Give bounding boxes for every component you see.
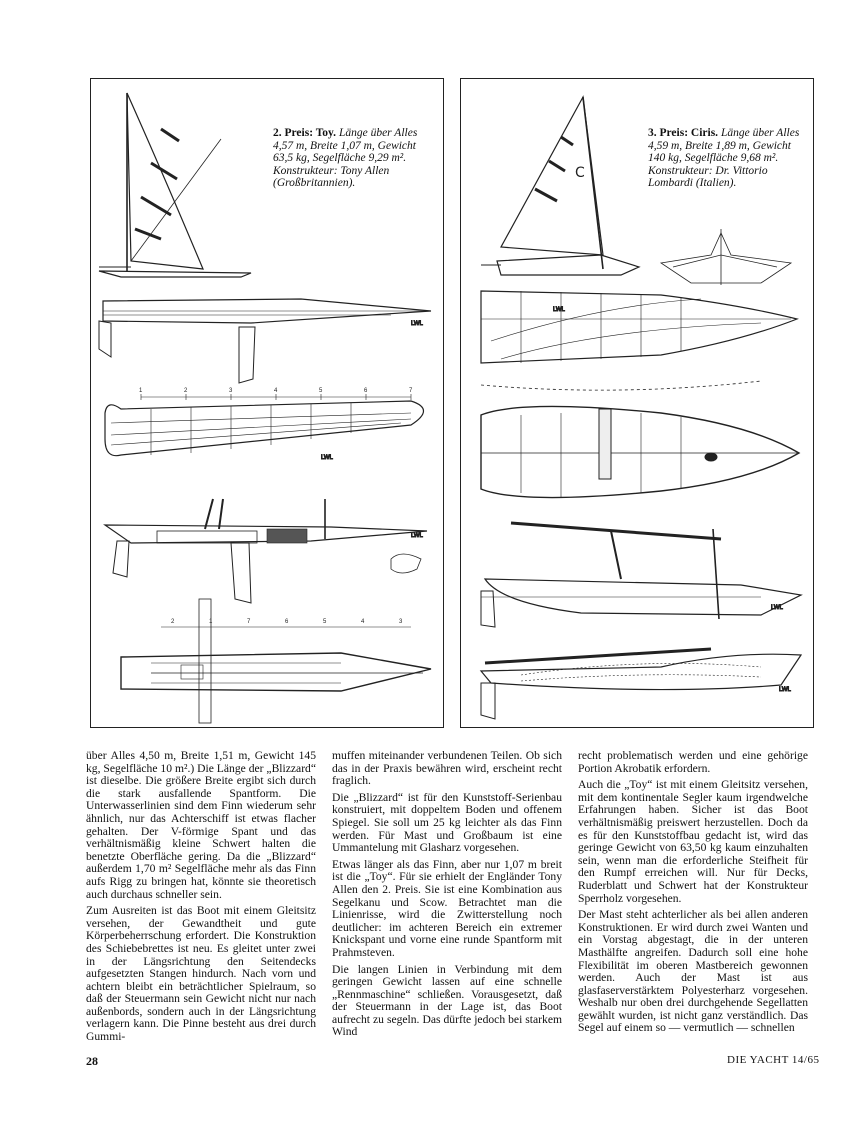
toy-lwl-label: LWL [411, 321, 423, 327]
section-mark-label: 2 [171, 619, 175, 625]
caption-ciris-head: 3. Preis: Ciris. [648, 127, 719, 139]
ciris-sail-plan [481, 97, 639, 275]
ciris-deck-plan [481, 406, 799, 497]
ciris-drawings [461, 79, 813, 727]
ciris-profile [481, 523, 801, 627]
toy-lines-plan [105, 401, 424, 461]
paragraph: Der Mast steht achterlicher als bei allen anderen Konstruktionen. Er wird durch zwei Wanten und ein Vorstag abgestagt, die in der unteren Masthälfte angreifen. Dadurch soll eine hohe Flexibilität im oberen Mastbereich gewonnen werden. Auch der Mast ist aus glasfaserverstärktem Polyesterharz vorgesehen. Weshalb nur oben drei durchgehende Segellatten gewählt wurden, ist nicht ganz verständlich. Das Segel auf einem so — vermutlich — schnellen [578, 908, 808, 1035]
figure-toy [90, 78, 444, 728]
paragraph: Die langen Linien in Verbindung mit dem geringen Gewicht lassen auf eine schnelle „Rennmaschine“ schließen. Vorausgesetzt, daß der Steuermann in der Lage ist, das Boot aufrecht zu segeln. Das dürfte jedoch bei starkem Wind [332, 962, 562, 1039]
station-tick-label: 4 [274, 388, 278, 394]
toy-sail-plan [99, 93, 251, 277]
toy-profile [99, 299, 431, 383]
ciris-lines-plan [481, 291, 797, 390]
ciris-lwl-label-3: LWL [779, 687, 791, 693]
paragraph: Auch die „Toy“ ist mit einem Gleitsitz versehen, mit dem kontinentale Segler kaum irgendwelche Erfahrungen haben. Sicher ist das Boot verhältnismäßig preiswert herzustellen. Doch da es für den Kunststoffbau gedacht ist, wird das geringe Gewicht von 63,50 kg kaum einzuhalten sein, wenn man die erforderliche Steifheit für den Rumpf erreichen will. Nur für Decks, Ruderblatt und Schwert hat der Konstrukteur Sperrholz vorgesehen. [578, 778, 808, 905]
toy-deck-profile [105, 499, 427, 603]
station-tick-label: 5 [319, 388, 323, 394]
ciris-lwl-label-2: LWL [771, 605, 783, 611]
toy-station-ticks [139, 388, 413, 400]
paragraph: Zum Ausreiten ist das Boot mit einem Gleitsitz versehen, der Gewandtheit und gute Körperbeherrschung erfordert. Die Konstruktion des Schiebebrettes ist neu. Es gleitet unter zwei in der Längsrichtung den Seitendecks aufgesetzten Stangen hindurch. Nach vorn und achtern bleibt ein beträchtlicher Spielraum, so daß der Steuermann sein Gewicht nicht nur nach außenbords, sondern auch in der Längsrichtung verlagern kann. Die Pinne besteht aus drei durch Gummi- [86, 904, 316, 1044]
article-column-1 [86, 750, 316, 1048]
section-mark-label: 5 [323, 619, 327, 625]
journal-reference: DIE YACHT 14/65 [727, 1054, 820, 1066]
ciris-sail-mark: C [575, 165, 585, 181]
station-tick-label: 1 [139, 388, 143, 394]
ciris-lwl-label: LWL [553, 307, 565, 313]
section-mark-label: 3 [399, 619, 403, 625]
section-mark-label: 4 [361, 619, 365, 625]
section-mark-label: 7 [247, 619, 251, 625]
toy-lwl-label-2: LWL [321, 455, 333, 461]
caption-toy-head: 2. Preis: Toy. [273, 127, 337, 139]
caption-toy-body: Länge über Alles 4,57 m, Breite 1,07 m, Gewicht 63,5 kg, Segelfläche 9,29 m². Konstrukteur: Tony Allen (Großbritannien). [273, 127, 418, 190]
paragraph: Die „Blizzard“ ist für den Kunststoff-Serienbau konstruiert, mit doppeltem Boden und offenem Spiegel. Sie soll um 25 kg leichter als das Finn werden. Für Mast und Großbaum ist eine Ummantelung mit Glasharz vorgesehen. [332, 790, 562, 855]
ciris-seat-profile [481, 649, 801, 719]
paragraph: recht problematisch werden und eine gehörige Portion Akrobatik erfordern. [578, 749, 808, 775]
page-number: 28 [86, 1054, 98, 1068]
paragraph: muffen miteinander verbundenen Teilen. Ob sich das in der Praxis bewähren wird, erscheint recht fraglich. [332, 749, 562, 788]
toy-drawings [91, 79, 443, 727]
paragraph: über Alles 4,50 m, Breite 1,51 m, Gewicht 145 kg, Segelfläche 10 m².) Die Länge der „Blizzard“ ist dieselbe. Die größere Breite ergibt sich durch die stark ausfallende Spantform. Die Unterwasserlinien sind dem Finn wiederum sehr ähnlich, nur das Achterschiff ist etwas flacher gehalten. Der V-förmige Spant und das verhältnismäßig kleine Schwert halten die benetzte Oberfläche gering. Da die „Blizzard“ außerdem 1,70 m² Segelfläche mehr als das Finn aufs Rigg zu bringen hat, könnte sie theoretisch auch durchaus schneller sein. [86, 749, 316, 901]
toy-deck-plan [121, 599, 431, 723]
paragraph: Etwas länger als das Finn, aber nur 1,07 m breit ist die „Toy“. Für sie erhielt der Engländer Tony Allen den 2. Preis. Sie ist eine Kombination aus Segelkanu und Scow. Betrachtet man die Linienrisse, wird die Zwitterstellung noch deutlicher: im achteren Bereich ein extremer Knickspant und vorne eine runde Spantform mit Prahmsteven. [332, 857, 562, 959]
station-tick-label: 3 [229, 388, 233, 394]
article-column-3 [578, 750, 808, 1039]
section-mark-label: 6 [285, 619, 289, 625]
section-mark-label: 1 [209, 619, 213, 625]
station-tick-label: 7 [409, 388, 413, 394]
toy-lwl-label-3: LWL [411, 533, 423, 539]
figure-ciris [460, 78, 814, 728]
caption-ciris-body: Länge über Alles 4,59 m, Breite 1,89 m, Gewicht 140 kg, Segelfläche 9,68 m². Konstrukteur: Dr. Vittorio Lombardi (Italien). [648, 127, 800, 190]
article-column-2 [332, 750, 562, 1043]
station-tick-label: 2 [184, 388, 188, 394]
ciris-body-plan [661, 229, 791, 285]
station-tick-label: 6 [364, 388, 368, 394]
